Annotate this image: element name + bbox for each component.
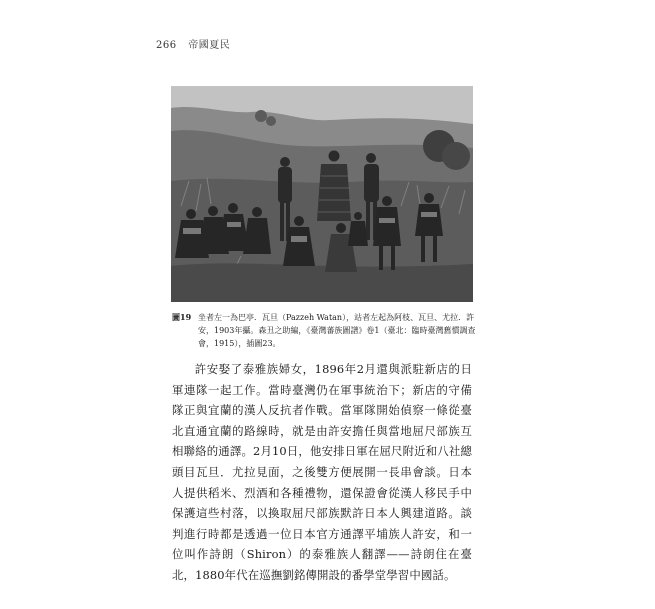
book-title: 帝國夏民 [188,40,231,51]
body-paragraph: 許安娶了泰雅族婦女，1896年2月還與派駐新店的日軍連隊一起工作。當時臺灣仍在軍事統治下；新店的守備隊正與宜蘭的漢人反抗者作戰。當軍隊開始偵察一條從臺北直通宜蘭的路線時，就是由許安擔任與當地屈尺部族互相聯絡的通譯。2月10日，他安排日軍在屈尺附近和八社總頭目瓦旦．尤拉見面，之後雙方便展開一長串會談。日本人提供稻米、烈酒和各種禮物，還保證會從漢人移民手中保護這些村落，以換取屈尺部族默許日本人興建道路。談判進行時都是透過一位日本官方通譯平埔族人許安，和一位叫作詩朗（Shiron）的泰雅族人翻譯——詩朗住在臺北，1880年代在巡撫劉銘傳開設的番學堂學習中國話。 [172,362,472,582]
figure-caption [172,311,484,350]
figure-caption-text: 坐者左一為巴亭．瓦旦（Pazzeh Watan），站者左起為阿枝、瓦旦、尤拉．許安，1903年攝。森丑之助編，《臺灣蕃族圖譜》卷1（臺北：臨時臺灣舊慣調查會，1915），插圖23。 [198,313,476,348]
page-header [156,36,230,51]
figure-label: 圖19 [172,312,192,322]
historical-photograph [171,86,473,302]
page-number: 266 [156,40,177,51]
